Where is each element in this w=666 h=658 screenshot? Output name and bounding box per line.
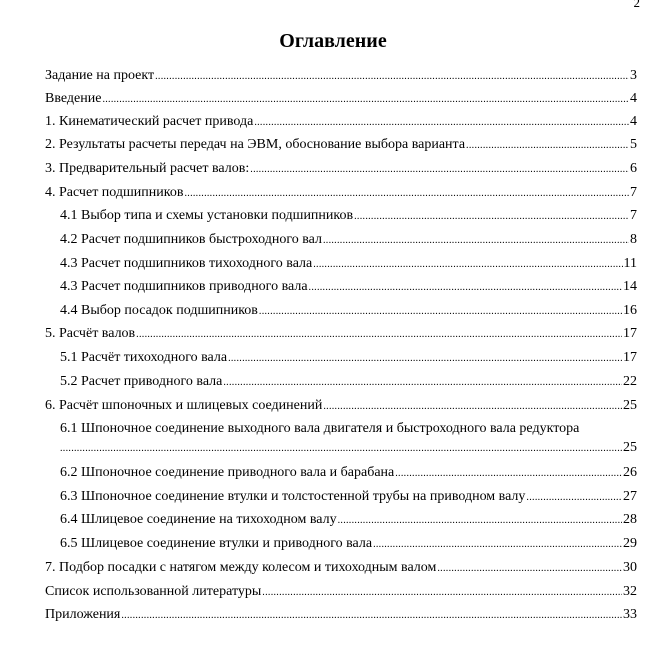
- toc-entry[interactable]: 4.1 Выбор типа и схемы установки подшипников ..... 7: [60, 207, 637, 225]
- toc-entry[interactable]: 3. Предварительный расчет валов: ..... 6: [45, 160, 637, 178]
- dot-leader: [184, 185, 629, 202]
- dot-leader: [259, 303, 622, 320]
- dot-leader: [155, 68, 629, 85]
- dot-leader: [466, 137, 629, 154]
- toc-entry[interactable]: 4.4 Выбор посадок подшипников ..... 16: [60, 302, 637, 320]
- dot-leader: [60, 440, 622, 457]
- toc-entry[interactable]: 6.2 Шпоночное соединение приводного вала и барабана ..... 26: [60, 464, 637, 482]
- dot-leader: [262, 584, 622, 601]
- toc-entry[interactable]: 5.1 Расчёт тихоходного вала ..... 17: [60, 349, 637, 367]
- dot-leader: [526, 489, 622, 506]
- toc-entry[interactable]: 2. Результаты расчеты передач на ЭВМ, обоснование выбора варианта ..... 5: [45, 136, 637, 154]
- dot-leader: [136, 326, 622, 343]
- dot-leader: [250, 161, 629, 178]
- dot-leader: [395, 465, 622, 482]
- toc-entry[interactable]: 1. Кинематический расчет привода ..... 4: [45, 113, 637, 131]
- toc-entry[interactable]: 4.3 Расчет подшипников тихоходного вала ..... 11: [60, 255, 637, 273]
- toc-entry[interactable]: Приложения ..... 33: [45, 606, 637, 624]
- dot-leader: [313, 256, 622, 273]
- page-title: Оглавление: [279, 30, 387, 52]
- dot-leader: [102, 91, 629, 108]
- dot-leader: [323, 232, 629, 249]
- dot-leader: [323, 398, 622, 415]
- toc-entry[interactable]: 6.4 Шлицевое соединение на тихоходном валу ..... 28: [60, 511, 637, 529]
- dot-leader: [437, 560, 622, 577]
- toc-entry[interactable]: 4.3 Расчет подшипников приводного вала ..... 14: [60, 278, 637, 296]
- dot-leader: [309, 279, 622, 296]
- toc-entry[interactable]: 6.1 Шпоночное соединение выходного вала двигателя и быстроходного вала редуктора ..... 25: [60, 420, 637, 460]
- dot-leader: [223, 374, 622, 391]
- toc-entry[interactable]: 6.5 Шлицевое соединение втулки и приводного вала ..... 29: [60, 535, 637, 553]
- toc-entry[interactable]: Задание на проект ..... 3: [45, 67, 637, 85]
- page-number: 2: [633, 0, 640, 10]
- toc-entry[interactable]: 5.2 Расчет приводного вала ..... 22: [60, 373, 637, 391]
- toc-entry[interactable]: Список использованной литературы ..... 32: [45, 583, 637, 601]
- dot-leader: [254, 114, 629, 131]
- dot-leader: [121, 607, 622, 624]
- dot-leader: [338, 512, 622, 529]
- toc-entry[interactable]: 6. Расчёт шпоночных и шлицевых соединений ..... 25: [45, 397, 637, 415]
- toc-entry[interactable]: 7. Подбор посадки с натягом между колесом и тихоходным валом ..... 30: [45, 559, 637, 577]
- dot-leader: [354, 208, 629, 225]
- toc-entry[interactable]: 6.3 Шпоночное соединение втулки и толстостенной трубы на приводном валу ..... 27: [60, 488, 637, 506]
- dot-leader: [228, 350, 622, 367]
- toc-entry[interactable]: 5. Расчёт валов ..... 17: [45, 325, 637, 343]
- toc-entry[interactable]: Введение ..... 4: [45, 90, 637, 108]
- toc-entry[interactable]: 4.2 Расчет подшипников быстроходного вал ..... 8: [60, 231, 637, 249]
- dot-leader: [373, 536, 622, 553]
- toc-entry[interactable]: 4. Расчет подшипников ..... 7: [45, 184, 637, 202]
